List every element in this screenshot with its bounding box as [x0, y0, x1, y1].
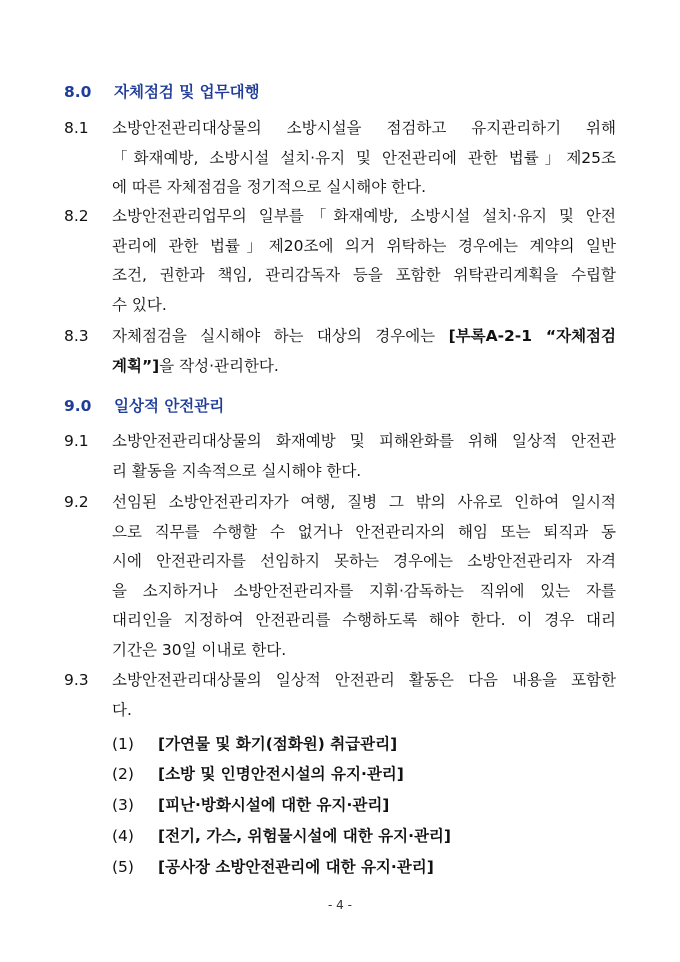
paragraph-line: 대리인을 지정하여 안전관리를 수행하도록 해야 한다. 이 경우 대리 — [112, 611, 616, 629]
paragraph-number: 9.1 — [64, 432, 89, 450]
paragraph-line: 시에 안전관리자를 선임하지 못하는 경우에는 소방안전관리자 자격 — [112, 552, 616, 570]
paragraph-line: 으로 직무를 수행할 수 없거나 안전관리자의 해임 또는 퇴직과 동 — [112, 522, 616, 541]
section-heading-8 — [64, 80, 260, 102]
paragraph-number: 8.3 — [64, 327, 89, 345]
section-heading-9 — [64, 394, 224, 416]
paragraph-line: 을 소지하거나 소방안전관리자를 지휘·감독하는 직위에 있는 자를 — [112, 581, 616, 600]
list-item-text: [공사장 소방안전관리에 대한 유지·관리] — [158, 858, 434, 876]
paragraph-line: 소방안전관리대상물의 소방시설을 점검하고 유지관리하기 위해 — [112, 119, 616, 137]
list-item-text: [전기, 가스, 위험물시설에 대한 유지·관리] — [158, 827, 451, 845]
list-item-number: (4) — [112, 827, 134, 845]
list-item-number: (1) — [112, 735, 134, 753]
paragraph-line: 다. — [112, 700, 132, 719]
paragraph-line: 「화재예방, 소방시설 설치·유지 및 안전관리에 관한 법률」제25조 — [112, 148, 616, 167]
list-item-text: [소방 및 인명안전시설의 유지·관리] — [158, 765, 404, 783]
paragraph-8-2 — [64, 202, 616, 320]
appendix-reference: [부록A-2-1 “자체점검 — [448, 327, 616, 345]
paragraph-line: 선임된 소방안전관리자가 여행, 질병 그 밖의 사유로 인하여 일시적 — [112, 493, 616, 511]
paragraph-line: 리 활동을 지속적으로 실시해야 한다. — [112, 461, 362, 480]
paragraph-line: 수 있다. — [112, 295, 167, 314]
appendix-reference-end: 계획”] — [112, 356, 160, 375]
line-text: 을 작성·관리한다. — [159, 356, 279, 375]
list-item — [112, 732, 397, 754]
section-number: 9.0 — [64, 397, 92, 415]
paragraph-number: 8.1 — [64, 119, 89, 137]
paragraph-line: 에 따른 자체점검을 정기적으로 실시해야 한다. — [112, 178, 427, 196]
paragraph-line: 소방안전관리대상물의 일상적 안전관리 활동은 다음 내용을 포함한 — [112, 671, 616, 689]
list-item-number: (3) — [112, 796, 134, 814]
paragraph-number: 9.2 — [64, 493, 89, 511]
paragraph-line: 관리에 관한 법률」제20조에 의거 위탁하는 경우에는 계약의 일반 — [112, 236, 616, 255]
list-item — [112, 793, 389, 815]
section-number: 8.0 — [64, 83, 92, 101]
paragraph-number: 9.3 — [64, 671, 89, 689]
list-item-text: [가연물 및 화기(점화원) 취급관리] — [158, 735, 398, 753]
line-text: 자체점검을 실시해야 하는 대상의 경우에는 — [112, 327, 449, 345]
paragraph-line — [112, 352, 616, 382]
paragraph-line: 소방안전관리업무의 일부를「화재예방, 소방시설 설치·유지 및 안전 — [112, 207, 616, 225]
paragraph-line: 소방안전관리대상물의 화재예방 및 피해완화를 위해 일상적 안전관 — [112, 432, 616, 450]
paragraph-9-3 — [64, 666, 616, 725]
list-item — [112, 762, 404, 784]
paragraph-9-1 — [64, 427, 616, 486]
section-title: 일상적 안전관리 — [114, 397, 225, 415]
list-item-number: (2) — [112, 765, 134, 783]
paragraph-8-1 — [64, 114, 616, 203]
paragraph-9-2 — [64, 488, 616, 665]
paragraph-line: 기간은 30일 이내로 한다. — [112, 640, 287, 659]
section-title: 자체점검 및 업무대행 — [114, 83, 260, 101]
list-item — [112, 855, 434, 877]
list-item-number: (5) — [112, 858, 134, 876]
page-number: - 4 - — [328, 898, 352, 912]
paragraph-number: 8.2 — [64, 207, 89, 225]
list-item — [112, 824, 451, 846]
paragraph-line: 조건, 권한과 책임, 관리감독자 등을 포함한 위탁관리계획을 수립할 — [112, 266, 616, 284]
paragraph-line — [112, 322, 616, 352]
list-item-text: [피난·방화시설에 대한 유지·관리] — [158, 796, 390, 814]
paragraph-8-3 — [64, 322, 616, 381]
